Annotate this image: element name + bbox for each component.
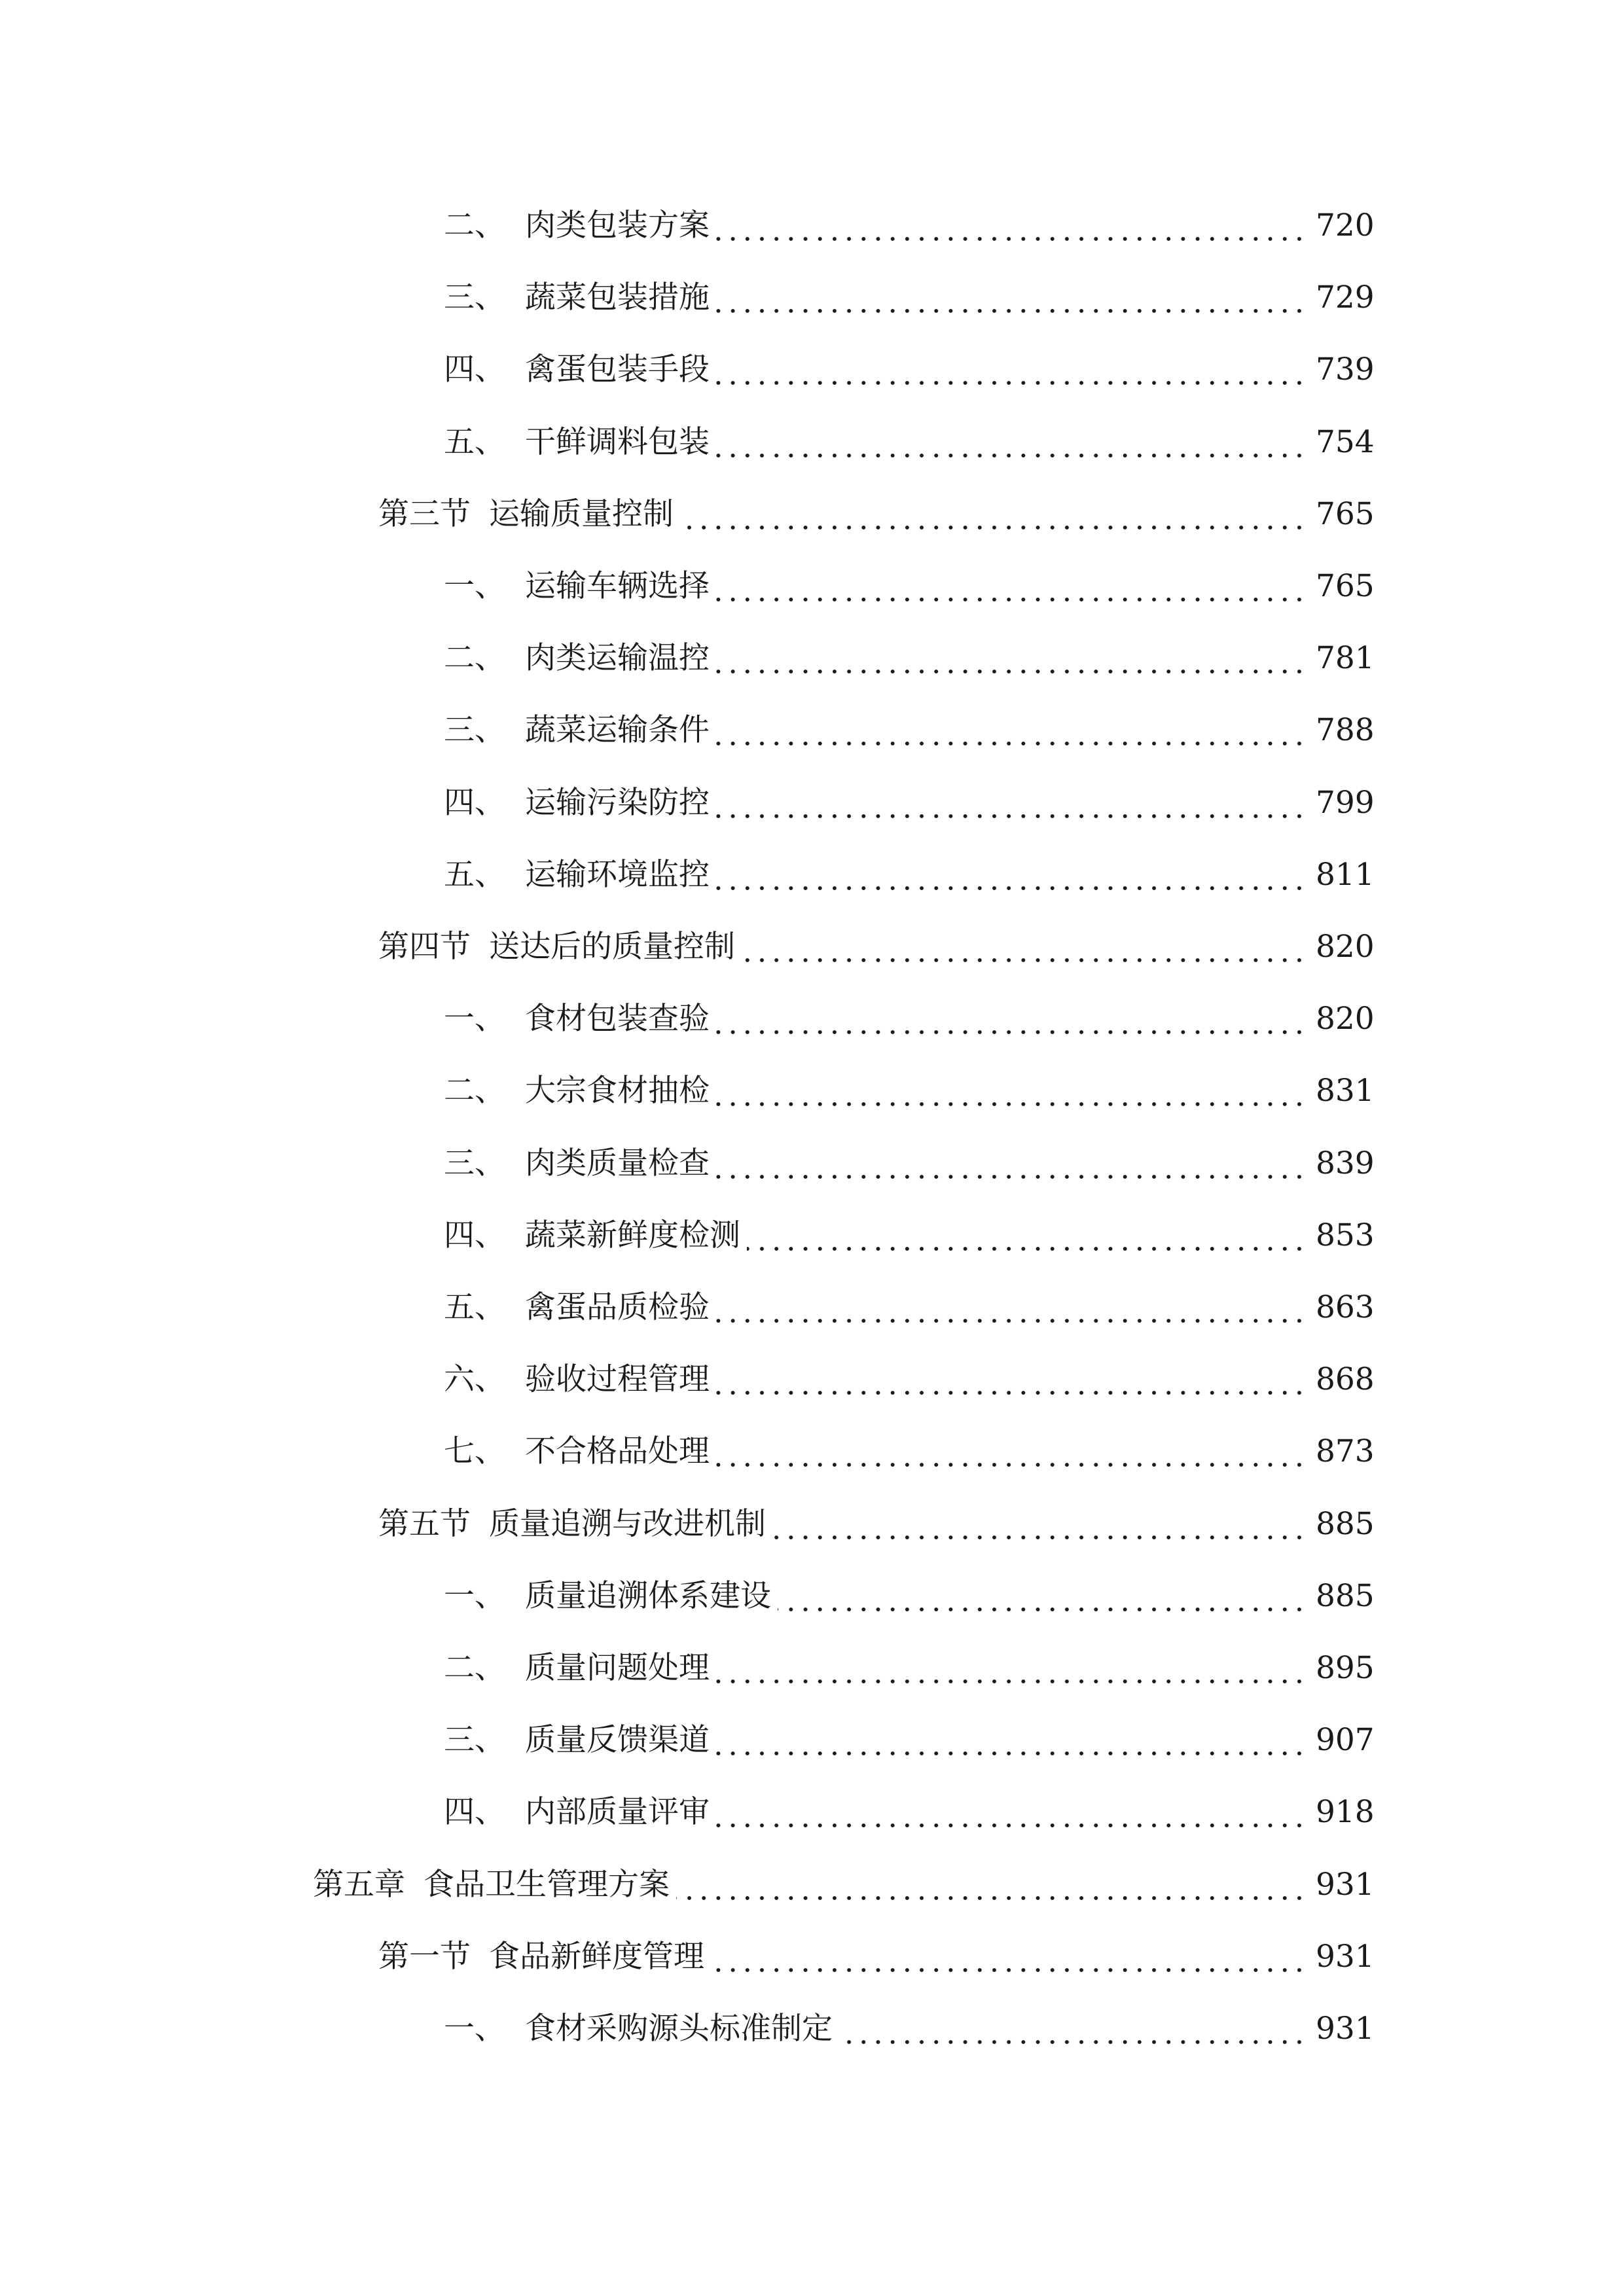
- toc-entry-line: [444, 334, 1375, 406]
- toc-entry-number: 三、: [444, 1145, 505, 1181]
- toc-entry-page-number: 931: [1316, 1867, 1375, 1903]
- dot-leader: [716, 406, 1307, 478]
- toc-entry-number: 三、: [444, 712, 505, 748]
- toc-entry-page-number: 839: [1316, 1145, 1375, 1181]
- toc-entry-page-number: 885: [1316, 1578, 1375, 1614]
- dot-leader: [716, 550, 1307, 622]
- toc-entry-number: 二、: [444, 207, 505, 243]
- dot-leader: [742, 911, 1307, 983]
- toc-entry-line: [444, 694, 1375, 766]
- dot-leader: [716, 1416, 1307, 1488]
- toc-entry-line: [444, 1632, 1375, 1704]
- toc-entry-line: [444, 983, 1375, 1055]
- toc-entry-number: 五、: [444, 424, 505, 460]
- dot-leader: [716, 767, 1307, 839]
- dot-leader: [716, 1128, 1307, 1200]
- toc-entry-title: 运输质量控制: [489, 496, 674, 532]
- toc-entry-title: 不合格品处理: [525, 1433, 710, 1469]
- toc-entry[interactable]: [0, 550, 1624, 622]
- toc-entry-title: 送达后的质量控制: [489, 929, 735, 965]
- toc-entry-number: 一、: [444, 1578, 505, 1614]
- toc-entry-title: 干鲜调料包装: [525, 424, 710, 460]
- toc-entry[interactable]: [0, 478, 1624, 550]
- dot-leader: [716, 839, 1307, 911]
- toc-entry-page-number: 873: [1316, 1433, 1375, 1469]
- dot-leader: [772, 1488, 1307, 1560]
- dot-leader: [716, 1776, 1307, 1848]
- toc-entry-page-number: 811: [1316, 857, 1375, 893]
- dot-leader: [716, 694, 1307, 766]
- dot-leader: [716, 334, 1307, 406]
- toc-entry[interactable]: [0, 839, 1624, 911]
- toc-entry-number: 四、: [444, 1794, 505, 1830]
- toc-entry-line: [444, 1416, 1375, 1488]
- toc-entry-number: 一、: [444, 1001, 505, 1037]
- toc-entry-line: [444, 1200, 1375, 1272]
- toc-entry-number: 第五章: [313, 1867, 405, 1903]
- toc-entry-number: 六、: [444, 1361, 505, 1397]
- dot-leader: [676, 1849, 1307, 1921]
- toc-entry-number: 第四节: [378, 929, 471, 965]
- toc-entry-title: 食品卫生管理方案: [424, 1867, 670, 1903]
- toc-entry[interactable]: [0, 1200, 1624, 1272]
- toc-entry-title: 运输环境监控: [525, 857, 710, 893]
- toc-entry-title: 禽蛋品质检验: [525, 1289, 710, 1325]
- toc-entry-line: [444, 622, 1375, 694]
- dot-leader: [716, 262, 1307, 334]
- toc-entry-page-number: 918: [1316, 1794, 1375, 1830]
- toc-entry-line: [378, 478, 1375, 550]
- toc-entry[interactable]: [0, 622, 1624, 694]
- toc-entry-line: [444, 1993, 1375, 2065]
- toc-entry[interactable]: [0, 1055, 1624, 1127]
- toc-entry-title: 禽蛋包装手段: [525, 351, 710, 387]
- toc-entry[interactable]: [0, 1776, 1624, 1848]
- toc-entry-line: [444, 262, 1375, 334]
- toc-entry[interactable]: [0, 1560, 1624, 1632]
- toc-entry-page-number: 754: [1316, 424, 1375, 460]
- dot-leader: [716, 190, 1307, 262]
- dot-leader: [711, 1921, 1307, 1993]
- toc-entry[interactable]: [0, 190, 1624, 262]
- toc-entry-number: 五、: [444, 857, 505, 893]
- dot-leader: [716, 622, 1307, 694]
- toc-entry-number: 一、: [444, 2011, 505, 2047]
- toc-entry-title: 食材包装查验: [525, 1001, 710, 1037]
- toc-entry-title: 蔬菜新鲜度检测: [525, 1217, 740, 1253]
- toc-entry-line: [378, 911, 1375, 983]
- dot-leader: [716, 983, 1307, 1055]
- toc-entry-line: [444, 1776, 1375, 1848]
- dot-leader: [716, 1632, 1307, 1704]
- toc-entry[interactable]: [0, 1128, 1624, 1200]
- toc-entry-number: 二、: [444, 640, 505, 676]
- toc-entry-number: 五、: [444, 1289, 505, 1325]
- toc-entry[interactable]: [0, 1632, 1624, 1704]
- toc-entry-page-number: 720: [1316, 207, 1375, 243]
- toc-entry-line: [378, 1488, 1375, 1560]
- toc-entry[interactable]: [0, 406, 1624, 478]
- toc-entry-page-number: 788: [1316, 712, 1375, 748]
- toc-entry-page-number: 739: [1316, 351, 1375, 387]
- toc-entry[interactable]: [0, 334, 1624, 406]
- toc-entry-page-number: 820: [1316, 1001, 1375, 1037]
- dot-leader: [716, 1344, 1307, 1416]
- toc-entry-page-number: 765: [1316, 496, 1375, 532]
- toc-entry-page-number: 853: [1316, 1217, 1375, 1253]
- toc-entry-title: 验收过程管理: [525, 1361, 710, 1397]
- toc-entry[interactable]: [0, 1704, 1624, 1776]
- toc-entry[interactable]: [0, 983, 1624, 1055]
- dot-leader: [778, 1560, 1307, 1632]
- toc-entry-number: 二、: [444, 1073, 505, 1109]
- toc-entry-line: [444, 1128, 1375, 1200]
- toc-entry-page-number: 907: [1316, 1722, 1375, 1758]
- toc-entry-page-number: 729: [1316, 279, 1375, 315]
- toc-entry-line: [444, 406, 1375, 478]
- toc-entry-title: 蔬菜运输条件: [525, 712, 710, 748]
- toc-entry[interactable]: [0, 694, 1624, 766]
- toc-entry[interactable]: [0, 1488, 1624, 1560]
- toc-entry-page-number: 868: [1316, 1361, 1375, 1397]
- toc-entry[interactable]: [0, 911, 1624, 983]
- toc-entry[interactable]: [0, 767, 1624, 839]
- toc-entry-title: 质量反馈渠道: [525, 1722, 710, 1758]
- toc-entry-page-number: 885: [1316, 1506, 1375, 1542]
- toc-entry-title: 大宗食材抽检: [525, 1073, 710, 1109]
- toc-entry-title: 内部质量评审: [525, 1794, 710, 1830]
- toc-entry-page-number: 931: [1316, 1939, 1375, 1975]
- toc-entry-line: [444, 190, 1375, 262]
- toc-entry-number: 七、: [444, 1433, 505, 1469]
- toc-entry-page-number: 895: [1316, 1650, 1375, 1686]
- toc-entry[interactable]: [0, 1993, 1624, 2065]
- toc-entry-page-number: 863: [1316, 1289, 1375, 1325]
- toc-entry[interactable]: [0, 1849, 1624, 1921]
- toc-entry-line: [444, 1344, 1375, 1416]
- toc-entry-number: 第一节: [378, 1939, 471, 1975]
- toc-entry-number: 四、: [444, 1217, 505, 1253]
- toc-entry-line: [444, 1272, 1375, 1344]
- toc-entry-title: 肉类运输温控: [525, 640, 710, 676]
- toc-entry-number: 二、: [444, 1650, 505, 1686]
- toc-entry[interactable]: [0, 262, 1624, 334]
- toc-entry-line: [378, 1921, 1375, 1993]
- toc-entry-number: 三、: [444, 279, 505, 315]
- toc-entry-page-number: 831: [1316, 1073, 1375, 1109]
- dot-leader: [716, 1055, 1307, 1127]
- dot-leader: [747, 1200, 1307, 1272]
- toc-entry-title: 肉类包装方案: [525, 207, 710, 243]
- toc-entry-page-number: 765: [1316, 568, 1375, 604]
- dot-leader: [716, 1704, 1307, 1776]
- toc-entry-title: 蔬菜包装措施: [525, 279, 710, 315]
- toc-entry-title: 运输污染防控: [525, 785, 710, 821]
- toc-entry-line: [444, 1704, 1375, 1776]
- toc-entry-number: 三、: [444, 1722, 505, 1758]
- toc-entry-title: 质量追溯体系建设: [525, 1578, 771, 1614]
- toc-entry-page-number: 799: [1316, 785, 1375, 821]
- toc-entry-title: 食品新鲜度管理: [489, 1939, 704, 1975]
- toc-entry-title: 质量追溯与改进机制: [489, 1506, 766, 1542]
- toc-entry-title: 质量问题处理: [525, 1650, 710, 1686]
- dot-leader: [716, 1272, 1307, 1344]
- toc-entry-title: 食材采购源头标准制定: [525, 2011, 833, 2047]
- toc-entry-line: [444, 1560, 1375, 1632]
- toc-entry-number: 一、: [444, 568, 505, 604]
- toc-entry-line: [444, 550, 1375, 622]
- toc-entry-page-number: 820: [1316, 929, 1375, 965]
- toc-entry-line: [313, 1849, 1375, 1921]
- toc-entry-title: 运输车辆选择: [525, 568, 710, 604]
- toc-entry-line: [444, 1055, 1375, 1127]
- toc-entry[interactable]: [0, 1272, 1624, 1344]
- dot-leader: [839, 1993, 1307, 2065]
- toc-entry-number: 四、: [444, 351, 505, 387]
- toc-entry-title: 肉类质量检查: [525, 1145, 710, 1181]
- toc-entry-number: 四、: [444, 785, 505, 821]
- toc-entry-number: 第三节: [378, 496, 471, 532]
- toc-entry[interactable]: [0, 1921, 1624, 1993]
- toc-entry-line: [444, 767, 1375, 839]
- toc-entry-page-number: 931: [1316, 2011, 1375, 2047]
- toc-entry-number: 第五节: [378, 1506, 471, 1542]
- toc-entry[interactable]: [0, 1416, 1624, 1488]
- toc-entry-page-number: 781: [1316, 640, 1375, 676]
- toc-entry[interactable]: [0, 1344, 1624, 1416]
- dot-leader: [680, 478, 1307, 550]
- toc-entry-line: [444, 839, 1375, 911]
